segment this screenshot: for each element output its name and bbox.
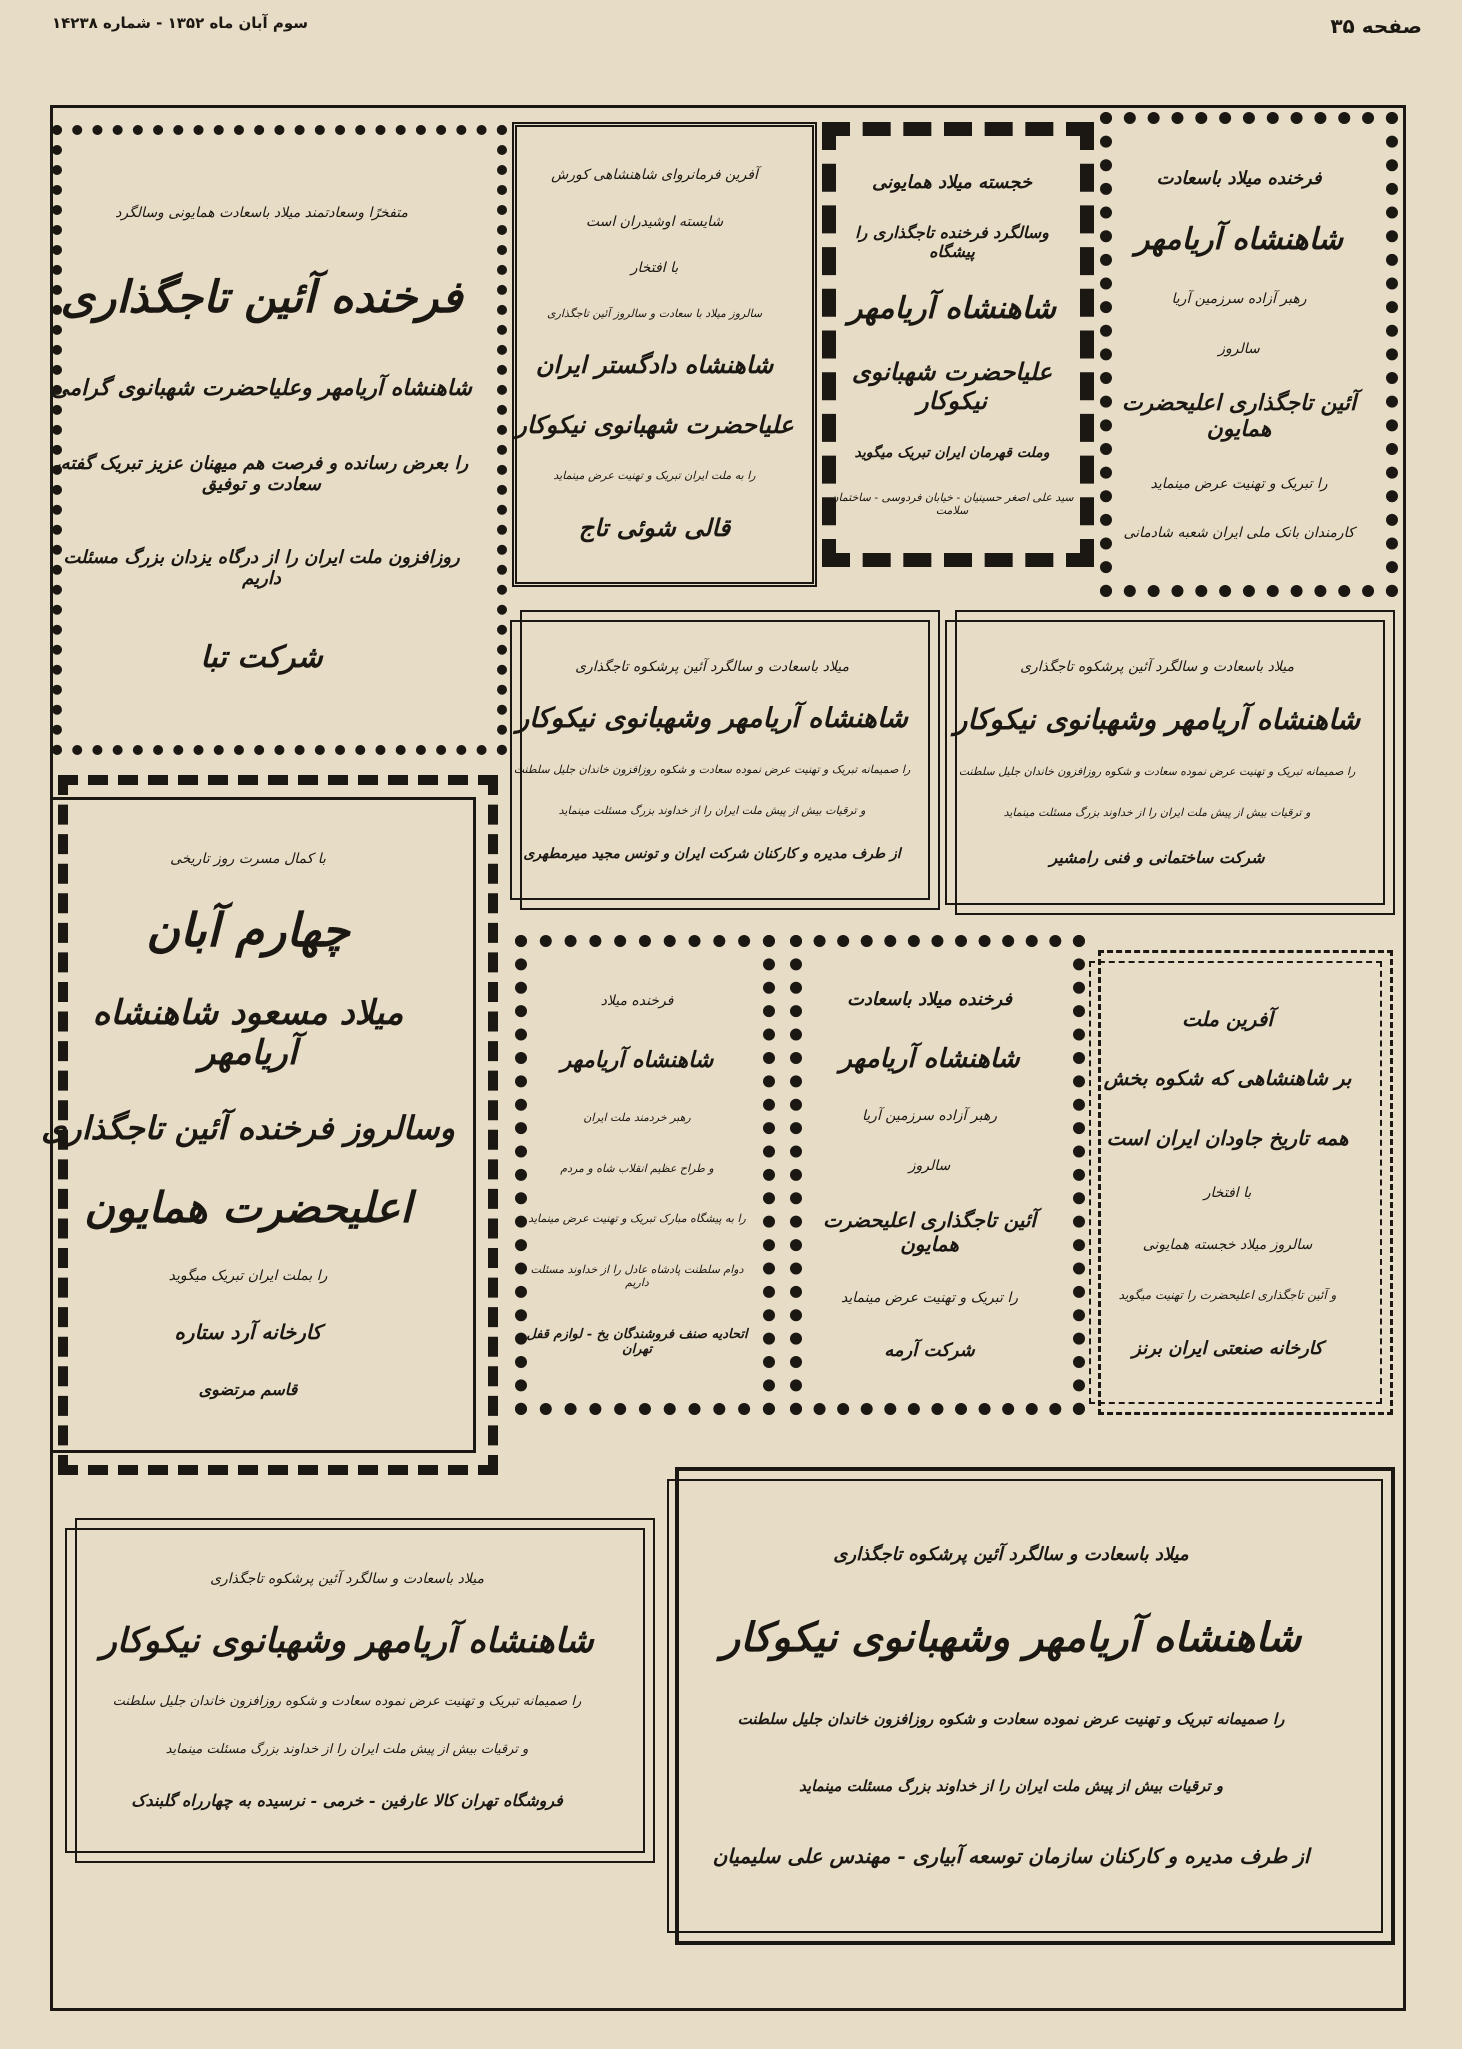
ad-headline: شاهنشاه آریامهر <box>848 291 1056 327</box>
ad-signature: قالی شوئی تاج <box>578 512 731 542</box>
ad-line: آفرین فرمانروای شاهنشاهی کورش <box>551 167 758 184</box>
ad-headline: شاهنشاه آریامهر <box>560 1046 714 1073</box>
ad-line: آفرین ملت <box>1182 1006 1273 1031</box>
ad-line: با کمال مسرت روز تاریخی <box>170 851 326 867</box>
ad-line: بر شاهنشاهی که شکوه بخش <box>1103 1066 1352 1090</box>
ad-line: سالروز <box>1218 340 1260 357</box>
ad-line: و آئین تاجگذاری اعلیحضرت را تهنیت میگوید <box>1118 1288 1337 1302</box>
ad-headline: اعلیحضرت همایون <box>84 1183 412 1232</box>
ad-iran-tunis <box>513 610 940 910</box>
ad-line: میلاد باسعادت و سالگرد آئین پرشکوه تاجگذاری <box>833 1544 1189 1565</box>
ad-headline: چهارم آبان <box>146 903 350 957</box>
ad-headline: آئین تاجگذاری اعلیحضرت همایون <box>822 1208 1036 1256</box>
ad-line: سالروز میلاد خجسته همایونی <box>1142 1236 1313 1253</box>
ad-line: شایسته اوشیدران است <box>585 213 724 230</box>
ad-headline: شاهنشاه آریامهر <box>1135 222 1343 258</box>
ad-headline: وسالروز فرخنده آئین تاجگذاری <box>41 1109 455 1147</box>
ad-signature: کارخانه آرد ستاره <box>174 1320 322 1344</box>
ad-signature: قاسم مرتضوی <box>198 1380 298 1399</box>
ad-tba-company <box>52 125 507 755</box>
ad-headline: شاهنشاه آریامهر وشهبانوی نیکوکار <box>100 1620 594 1661</box>
ad-line: را صمیمانه تبریک و تهنیت عرض نموده سعادت و شکوه روزافزون خاندان جلیل سلطنت <box>958 764 1356 778</box>
ad-signature: اتحادیه صنف فروشندگان یخ - لوازم قفل تهران <box>526 1327 748 1358</box>
ad-headline: علیاحضرت شهبانوی نیکوکار <box>851 356 1053 415</box>
ad-line: را صمیمانه تبریک و تهنیت عرض نموده سعادت و شکوه روزافزون خاندان جلیل سلطنت <box>513 762 911 776</box>
ad-line: و ترقیات بیش از پیش ملت ایران را از خداوند بزرگ مسئلت مینماید <box>1003 806 1311 819</box>
ad-signature: کارمندان بانک ملی ایران شعبه شادمانی <box>1123 525 1355 542</box>
ad-line: رهبر آزاده سرزمین آریا <box>1171 290 1307 307</box>
ad-line: میلاد باسعادت و سالگرد آئین پرشکوه تاجگذاری <box>575 658 849 675</box>
ad-line: وملت قهرمان ایران تبریک میگوید <box>854 444 1050 461</box>
ad-line: وسالگرد فرخنده تاجگذاری را پیشگاه <box>855 223 1049 262</box>
ad-signature: کارخانه صنعتی ایران برنز <box>1132 1337 1323 1359</box>
ad-signature: از طرف مدیره و کارکنان سازمان توسعه آبیاری - مهندس علی سلیمیان <box>712 1844 1310 1868</box>
ad-bank-melli <box>1100 112 1398 597</box>
ad-tehran-kala <box>75 1518 655 1863</box>
ad-line: با افتخار <box>630 260 679 277</box>
ad-headline: فرخنده آئین تاجگذاری <box>60 272 463 324</box>
issue-date-line: سوم آبان ماه ۱۳۵۲ - شماره ۱۴۲۳۸ <box>52 14 309 32</box>
ad-line: فرخنده میلاد باسعادت <box>846 989 1013 1010</box>
ad-taj-carpet-cleaning <box>512 122 817 587</box>
ad-hosseinian <box>822 122 1094 567</box>
ad-line: فرخنده میلاد باسعادت <box>1156 167 1322 189</box>
ad-headline: علیاحضرت شهبانوی نیکوکار <box>515 409 794 439</box>
ad-line: رهبر آزاده سرزمین آریا <box>862 1108 997 1124</box>
ad-signature: شرکت ساختمانی و فنی رامشیر <box>1049 847 1265 867</box>
ad-signature: شرکت تبا <box>200 640 323 676</box>
ad-line: میلاد باسعادت و سالگرد آئین پرشکوه تاجگذاری <box>1020 658 1294 675</box>
ad-signature: سید علی اصغر حسینیان - خیابان فردوسی - ساختمان سلامت <box>830 490 1074 517</box>
ad-headline: شاهنشاه آریامهر وشهبانوی نیکوکار <box>720 1614 1302 1661</box>
ad-line: فرخنده میلاد <box>600 992 674 1009</box>
ad-headline: میلاد مسعود شاهنشاه آریامهر <box>92 993 404 1073</box>
ad-line: دوام سلطنت پادشاه عادل را از خداوند مسئلت داریم <box>530 1263 744 1290</box>
ad-line: سالروز <box>908 1158 951 1174</box>
ad-line: را به ملت ایران تبریک و تهنیت عرض مینماید <box>553 469 756 483</box>
ad-line: را بعرض رسانده و فرصت هم میهنان عزیز تبریک گفته، سعادت و توفیق <box>54 452 469 495</box>
ad-line: را صمیمانه تبریک و تهنیت عرض نموده سعادت و شکوه روزافزون خاندان جلیل سلطنت <box>737 1710 1285 1728</box>
ad-line: همه تاریخ جاودان ایران است <box>1106 1125 1349 1150</box>
ad-signature: از طرف مدیره و کارکنان شرکت ایران و تونس مجید میرمطهری <box>523 845 901 862</box>
ad-headline: شاهنشاه آریامهر وشهبانوی نیکوکار <box>516 703 908 734</box>
ad-line: روزافزون ملت ایران را از درگاه یزدان بزرگ مسئلت داریم <box>63 546 460 589</box>
ad-line: و ترقیات بیش از پیش ملت ایران را از خداوند بزرگ مسئلت مینماید <box>558 804 866 817</box>
ad-line: را به پیشگاه مبارک تبریک و تهنیت عرض مینماید <box>528 1212 746 1226</box>
ad-line: با افتخار <box>1203 1185 1252 1201</box>
page-number: صفحه ۳۵ <box>1330 14 1422 38</box>
ad-iran-bronze <box>1098 950 1393 1415</box>
ad-line: سالروز میلاد با سعادت و سالروز آئین تاجگذاری <box>546 306 763 320</box>
ad-ice-sellers-union <box>515 935 775 1415</box>
ad-line: و طراح عظیم انقلاب شاه و مردم <box>560 1161 714 1175</box>
ad-armeh <box>790 935 1085 1415</box>
ad-line: را صمیمانه تبریک و تهنیت عرض نموده سعادت و شکوه روزافزون خاندان جلیل سلطنت <box>112 1693 582 1709</box>
ad-headline: شاهنشاه آریامهر <box>839 1044 1020 1074</box>
ad-line: میلاد باسعادت و سالگرد آئین پرشکوه تاجگذاری <box>210 1571 484 1588</box>
ad-headline: شاهنشاه آریامهر وشهبانوی نیکوکار <box>953 703 1361 736</box>
ad-line: و ترقیات بیش از پیش ملت ایران را از خداوند بزرگ مسئلت مینماید <box>165 1742 529 1758</box>
ad-line: را تبریک و تهنیت عرض مینماید <box>840 1290 1019 1306</box>
ad-headline: شاهنشاه دادگستر ایران <box>535 350 774 380</box>
ad-headline: آئین تاجگذاری اعلیحضرت همایون <box>1121 390 1357 443</box>
ad-line: رهبر خردمند ملت ایران <box>583 1110 691 1124</box>
ad-setareh-flour <box>41 775 498 1475</box>
ad-ramshir <box>955 610 1395 915</box>
ad-line: و ترقیات بیش از پیش ملت ایران را از خداوند بزرگ مسئلت مینماید <box>799 1777 1223 1795</box>
ad-line: را تبریک و تهنیت عرض مینماید <box>1150 475 1328 492</box>
ad-signature: شرکت آرمه <box>884 1340 975 1361</box>
ad-line: خجسته میلاد همایونی <box>872 172 1032 194</box>
ad-signature: فروشگاه تهران کالا عارفین - خرمی - نرسیده به چهارراه گلبندک <box>131 1790 563 1810</box>
ad-irrigation-org <box>675 1467 1395 1945</box>
ad-line: متفخرًا وسعادتمند میلاد باسعادت همایونی وسالگرد <box>115 204 408 221</box>
ad-line: شاهنشاه آریامهر وعلیاحضرت شهبانوی گرامی <box>51 375 472 402</box>
ad-line: را بملت ایران تبریک میگوید <box>168 1268 328 1284</box>
